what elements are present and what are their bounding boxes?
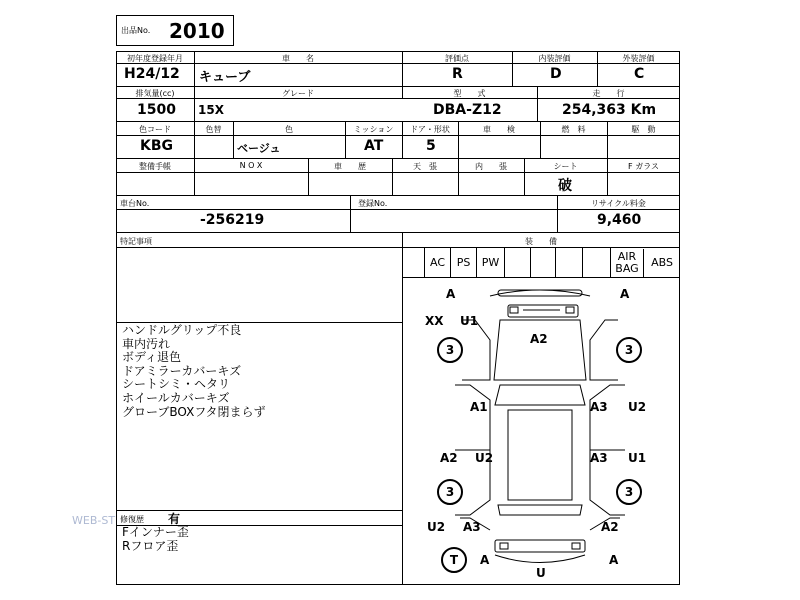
damage-mark: XX [425,314,444,328]
label-mileage: 走 行 [592,89,625,98]
equipment-cell-blank [583,248,611,277]
equipment-cell-blank [556,248,583,277]
grid-line [116,195,680,196]
label-interior-trim: 内 張 [475,162,507,171]
label-equipment: 装 備 [525,237,557,246]
lot-number-box [116,15,234,46]
value-displacement: 1500 [137,102,176,118]
damage-mark: A [620,287,630,301]
damage-mark: U1 [460,314,479,328]
label-seat: シート [553,162,578,171]
damage-mark: U1 [628,451,647,465]
remark-item: ボディ退色 [122,350,182,365]
label-score: 評価点 [445,54,469,63]
value-year: H24/12 [124,66,180,82]
remark-item: 車内汚れ [122,336,171,351]
remark-item: ハンドルグリップ不良 [122,323,242,337]
label-manual: 整備手帳 [139,162,171,171]
damage-mark: A2 [440,451,458,465]
label-chassis: 車台No. [120,199,150,208]
tyre-rear-right: 3 [616,479,642,505]
label-transmission: ミッション [353,125,394,134]
value-exterior: C [634,66,645,82]
label-nox: N O X [239,161,263,170]
tyre-front-right: 3 [616,337,642,363]
value-color: ベージュ [237,142,281,155]
remark-item: ドアミラーカバーキズ [122,363,242,378]
damage-mark: A3 [590,451,608,465]
equipment-pw: PW [477,248,505,277]
damage-mark: A [446,287,456,301]
label-registration: 登録No. [358,199,388,208]
label-grade: グレード [282,89,314,98]
tyre-front-left: 3 [437,337,463,363]
grid-line [116,209,680,210]
tyre-rear-left: 3 [437,479,463,505]
remark-item: シートシミ・ヘタリ [122,377,231,392]
damage-mark: U2 [475,451,494,465]
grid-line [116,510,402,511]
value-grade: 15X [198,103,224,117]
label-ceiling: 天 張 [413,162,437,171]
label-model: 型 式 [453,89,486,98]
grid-line [116,86,680,87]
grid-line [116,158,680,159]
label-inspection: 車 検 [483,125,515,134]
value-repair-history: 有 [168,512,181,526]
damage-mark: A3 [463,520,481,534]
label-recycle-fee: リサイクル料金 [591,199,646,208]
label-f-glass: F ガラス [628,162,659,171]
grid-line [116,232,680,233]
value-color-code: KBG [140,138,174,154]
damage-mark: A [609,553,619,567]
value-recycle-fee: 9,460 [597,212,642,228]
damage-mark: A2 [530,332,548,346]
value-seat: 破 [558,178,572,194]
damage-mark: U2 [427,520,446,534]
damage-mark: A3 [590,400,608,414]
equipment-ac: AC [425,248,451,277]
label-repair-history: 修復歴 [120,515,144,524]
value-interior: D [550,66,562,82]
damage-mark: A2 [601,520,619,534]
label-color-type: 色替 [205,125,222,134]
label-car-name: 車 名 [282,54,314,63]
equipment-abs: ABS [651,256,673,269]
label-year: 初年度登録年月 [127,54,183,63]
equipment-cell-blank [505,248,531,277]
equipment-cell-blank [531,248,556,277]
value-mileage: 254,363 Km [562,102,657,118]
label-exterior: 外装評価 [622,54,655,63]
value-chassis: -256219 [200,212,265,228]
label-interior: 内装評価 [538,54,571,63]
label-color-code: 色コード [139,125,171,134]
label-displacement: 排気量(cc) [135,89,175,98]
remark-item: グローブBOXフタ閉まらず [122,404,266,419]
damage-mark: U2 [628,400,647,414]
remark-item: ホイールカバーキズ [122,391,230,405]
label-doors: ドア・形状 [410,125,450,134]
value-model: DBA-Z12 [433,102,502,118]
value-score: R [452,66,463,82]
label-remarks: 特記事項 [120,237,152,246]
equipment-airbag: AIR BAG [611,249,644,277]
grid-line [116,135,680,136]
repair-note: Fインナー歪 [122,525,189,539]
grid-line [116,172,680,173]
lot-number: 2010 [169,19,225,43]
equipment-row [402,248,680,277]
label-fuel: 燃 料 [561,125,586,134]
lot-number-label: 出品No. [121,26,151,35]
equipment-ps: PS [451,248,477,277]
value-transmission: AT [364,138,384,154]
grid-line [350,195,351,232]
label-history: 車 歴 [334,162,366,171]
grid-line [116,121,680,122]
damage-mark: A [480,553,490,567]
value-car-name: キューブ [199,70,251,85]
spare-tyre: T [441,547,467,573]
value-doors: 5 [426,138,436,154]
damage-mark: A1 [470,400,488,414]
label-color: 色 [285,125,293,134]
watermark: WEB-ST [72,514,116,527]
label-drive: 駆 動 [631,125,656,134]
repair-note: Rフロア歪 [122,539,179,553]
damage-mark: U [536,566,546,580]
equipment-cell-blank [402,248,425,277]
